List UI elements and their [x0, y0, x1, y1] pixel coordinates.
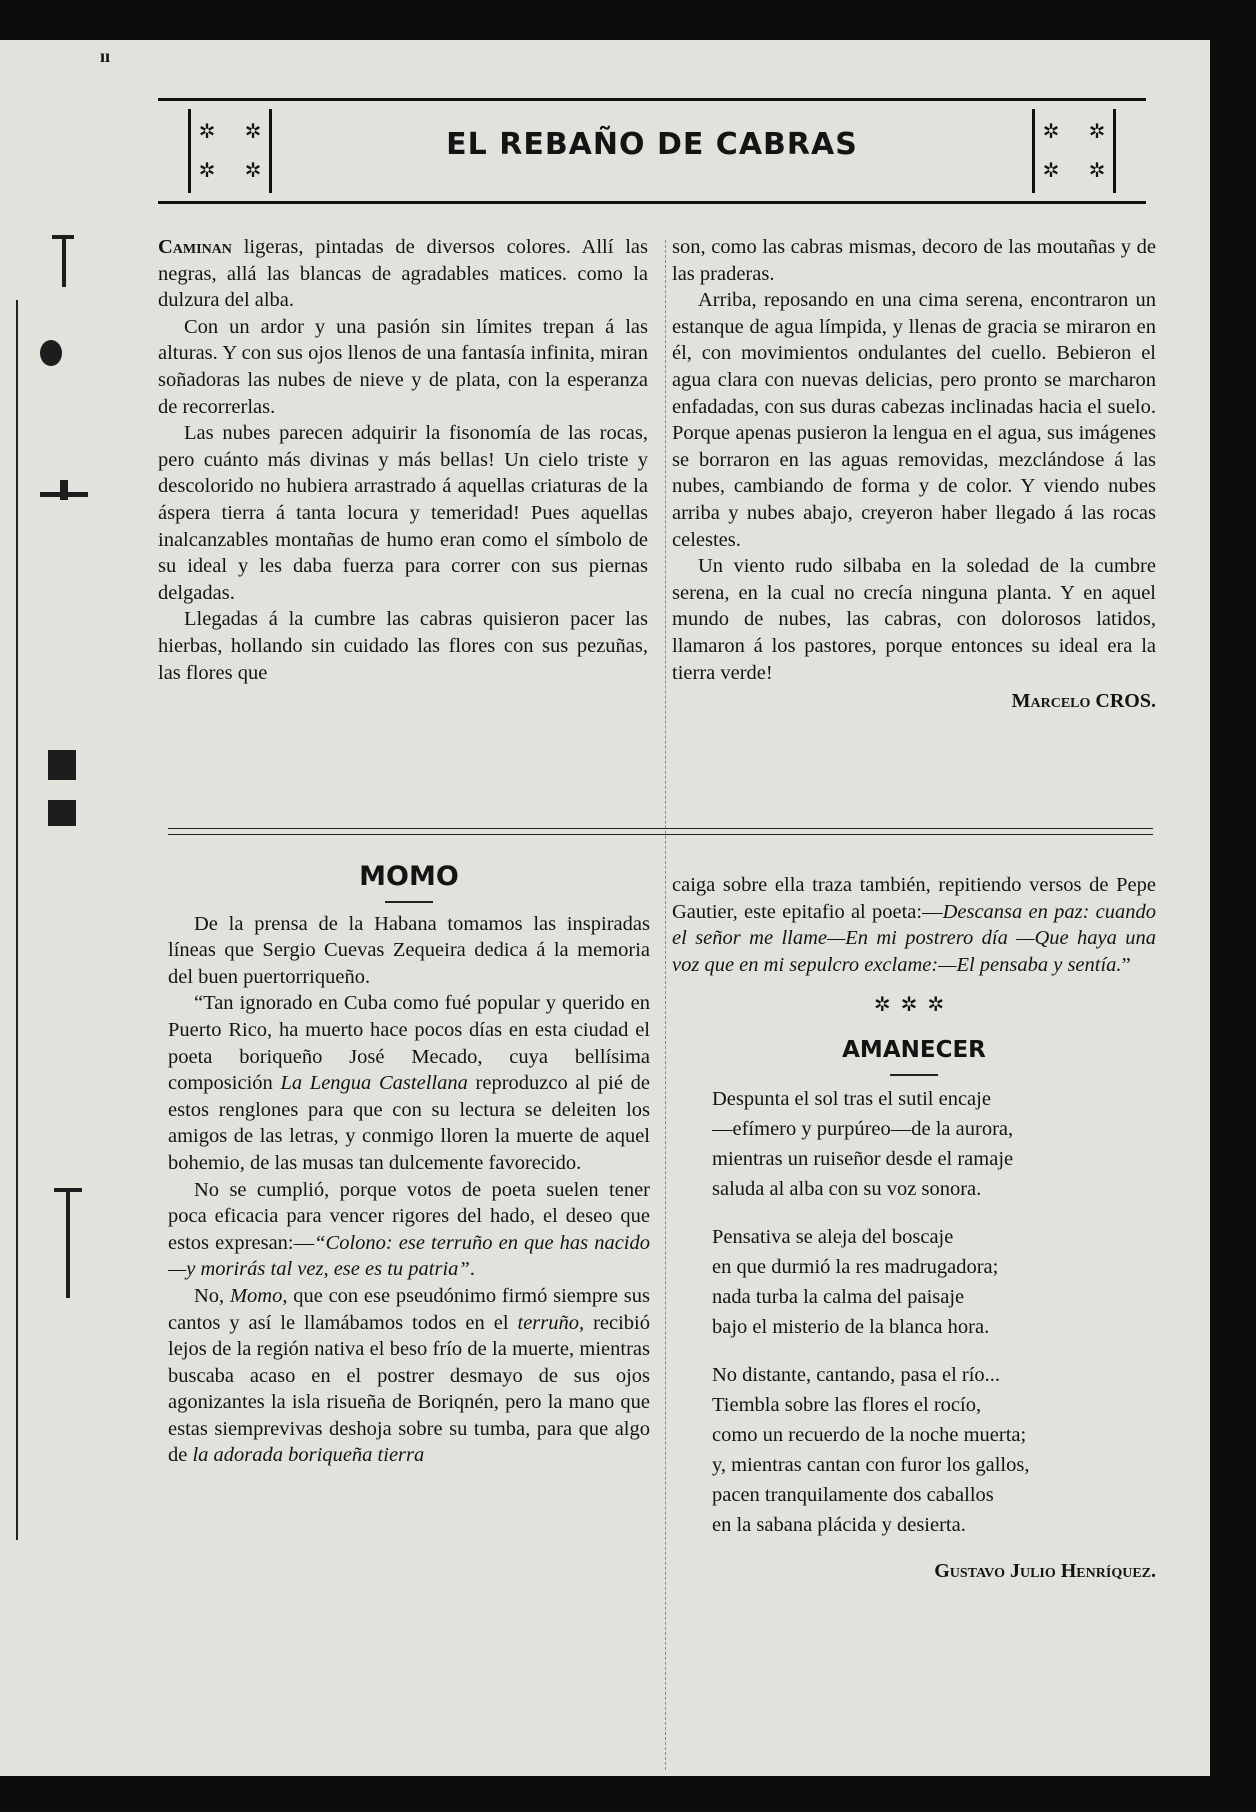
- star-icon: ✲: [1088, 121, 1106, 143]
- newspaper-page: [0, 40, 1210, 1776]
- poem-line: como un recuerdo de la noche muerta;: [712, 1423, 1027, 1446]
- poem-line: saluda al alba con su voz sonora.: [712, 1177, 982, 1200]
- poem-line: en que durmió la res madrugadora;: [712, 1255, 999, 1278]
- amanecer-title: AMANECER: [842, 1036, 986, 1063]
- paragraph: No, Momo, que con ese pseudónimo firmó siempre sus cantos y así le llamábamos todos en el terruño, recibió lejos de la región nativa el beso frío de la muerte, mientras buscaba acaso en el postrer desmayo de sus ojos agonizantes la isla risueña de Boriqnén, pero la mano que estas siemprevivas deshoja sobre su tumba, para que algo de la adorada boriqueña tierra: [168, 1284, 651, 1467]
- banner-title: EL REBAÑO DE CABRAS: [446, 127, 858, 162]
- paragraph-text: ligeras, pintadas de diversos colores. Allí las negras, allá las blancas de agradables matices. como la dulzura del alba.: [158, 236, 648, 312]
- poem-line: en la sabana plácida y desierta.: [712, 1513, 966, 1536]
- scan-artifact: [62, 235, 66, 287]
- paragraph: De la prensa de la Habana tomamos las inspiradas líneas que Sergio Cuevas Zequeira dedica á la memoria del buen puertorriqueño.: [168, 912, 650, 988]
- section-divider: [168, 834, 1153, 835]
- drop-word: Caminan: [158, 236, 232, 258]
- paragraph: No se cumplió, porque votos de poeta suelen tener poca eficacia para vencer rigores del hado, el deseo que estos expresan:—“Colono: ese terruño en que has nacido—y morirás tal vez, ese es tu patria”.: [168, 1178, 651, 1281]
- separator-stars: ✲✲✲: [873, 994, 955, 1017]
- paragraph: Arriba, reposando en una cima serena, encontraron un estanque de agua límpida, y llenas de gracia se miraron en él, con movimientos ondulantes del cuello. Bebieron el agua clara con nuevas delicias, pero pronto se marcharon enfadadas, con sus duras cabezas inclinadas hacia el suelo. Porque apenas pusieron la lengua en el agua, sus imágenes se borraron en las aguas removidas, mezclándose á las nubes, cambiando de forma y de color. Y viendo nubes arriba y nubes abajo, creyeron haber llegado á las rocas celestes.: [672, 289, 1156, 551]
- poem-line: Pensativa se aleja del boscaje: [712, 1225, 954, 1248]
- paragraph-continuation: caiga sobre ella traza también, repitiendo versos de Pepe Gautier, este epitafio al poeta:—Descansa en paz: cuando el señor me llame—En mi postrero día —Que haya una voz que en mi sepulcro exclame:—El pensaba y sentía.”: [672, 874, 1156, 976]
- paragraph: Con un ardor y una pasión sin límites trepan á las alturas. Y con sus ojos llenos de una fantasía infinita, miran soñadoras las nubes de nieve y de plata, con la esperanza de recorrerlas.: [158, 315, 648, 418]
- binding-edge: [0, 300, 18, 1540]
- star-icon: ✲: [244, 121, 262, 143]
- article-column-right: [672, 234, 1156, 715]
- scan-artifact: [40, 340, 62, 366]
- poem-line: Despunta el sol tras el sutil encaje: [712, 1087, 991, 1110]
- poem-stanza: [712, 1360, 1156, 1540]
- scan-artifact: [54, 1188, 82, 1192]
- poem-stanza: [712, 1084, 1156, 1204]
- scan-artifact: [48, 800, 76, 826]
- right-lower-column: [672, 872, 1156, 1584]
- paragraph: Un viento rudo silbaba en la soledad de la cumbre serena, en la cual no crecía ninguna planta. Y en aquel mundo de nubes, las cabras, con dolorosos latidos, llamaron á los pastores, porque entonces su ideal era la tierra verde!: [672, 555, 1156, 684]
- star-icon: ✲: [1088, 160, 1106, 182]
- author-signature: Gustavo Julio Henríquez.: [934, 1559, 1156, 1582]
- paragraph: “Tan ignorado en Cuba como fué popular y querido en Puerto Rico, ha muerto hace pocos días en esta ciudad el poeta boriqueño José Mecado, cuya bellísima composición La Lengua Castellana reproduzco al pié de estos renglones para que con su lectura se deleiten los amigos de las letras, y conmigo lloren la muerte de aquel bohemio, de las musas tan dulcemente favorecido.: [168, 992, 650, 1174]
- title-rule: [385, 901, 433, 903]
- star-icon: ✲: [244, 160, 262, 182]
- author-signature: Marcelo CROS.: [1011, 690, 1156, 713]
- poem-line: bajo el misterio de la blanca hora.: [712, 1315, 990, 1338]
- poem-line: Tiembla sobre las flores el rocío,: [712, 1393, 982, 1416]
- title-rule: [890, 1074, 938, 1076]
- star-icon: ✲: [198, 121, 216, 143]
- momo-article-column: [168, 861, 651, 1469]
- star-icon: ✲: [1042, 121, 1060, 143]
- article-column-left: [158, 234, 648, 686]
- poem-line: mientras un ruiseñor desde el ramaje: [712, 1147, 1014, 1170]
- scan-artifact: [52, 235, 74, 239]
- star-icon: ✲: [1042, 160, 1060, 182]
- scan-artifact: [48, 750, 76, 780]
- scan-artifact: [66, 1188, 70, 1298]
- poem-stanza: [712, 1222, 1156, 1342]
- star-icon: ✲: [198, 160, 216, 182]
- momo-title: MOMO: [359, 861, 459, 892]
- poem-line: —efímero y purpúreo—de la aurora,: [712, 1117, 1014, 1140]
- paragraph: Llegadas á la cumbre las cabras quisieron pacer las hierbas, hollando sin cuidado las flores con sus pezuñas, las flores que: [158, 608, 648, 684]
- poem-line: y, mientras cantan con furor los gallos,: [712, 1453, 1030, 1476]
- poem-line: No distante, cantando, pasa el río...: [712, 1363, 1001, 1386]
- poem-line: nada turba la calma del paisaje: [712, 1285, 965, 1308]
- scan-artifact: [60, 480, 68, 500]
- section-divider: [168, 828, 1153, 829]
- article-banner: [158, 98, 1146, 204]
- paragraph: [158, 234, 648, 314]
- paragraph: son, como las cabras mismas, decoro de las moutañas y de las praderas.: [672, 236, 1156, 285]
- page-number: ıı: [100, 46, 111, 66]
- paragraph: Las nubes parecen adquirir la fisonomía de las rocas, pero cuánto más divinas y más bellas! Un cielo triste y descolorido no hubiera arrastrado á aquellas criaturas de la áspera tierra á tanta locura y temeridad! Pues aquellas inalcanzables montañas de humo eran como el símbolo de su ideal y les daba fuerza para correr con sus piernas delgadas.: [158, 422, 648, 604]
- column-gutter: [665, 240, 666, 1770]
- banner-stars-right: [1032, 109, 1116, 193]
- poem-line: pacen tranquilamente dos caballos: [712, 1483, 994, 1506]
